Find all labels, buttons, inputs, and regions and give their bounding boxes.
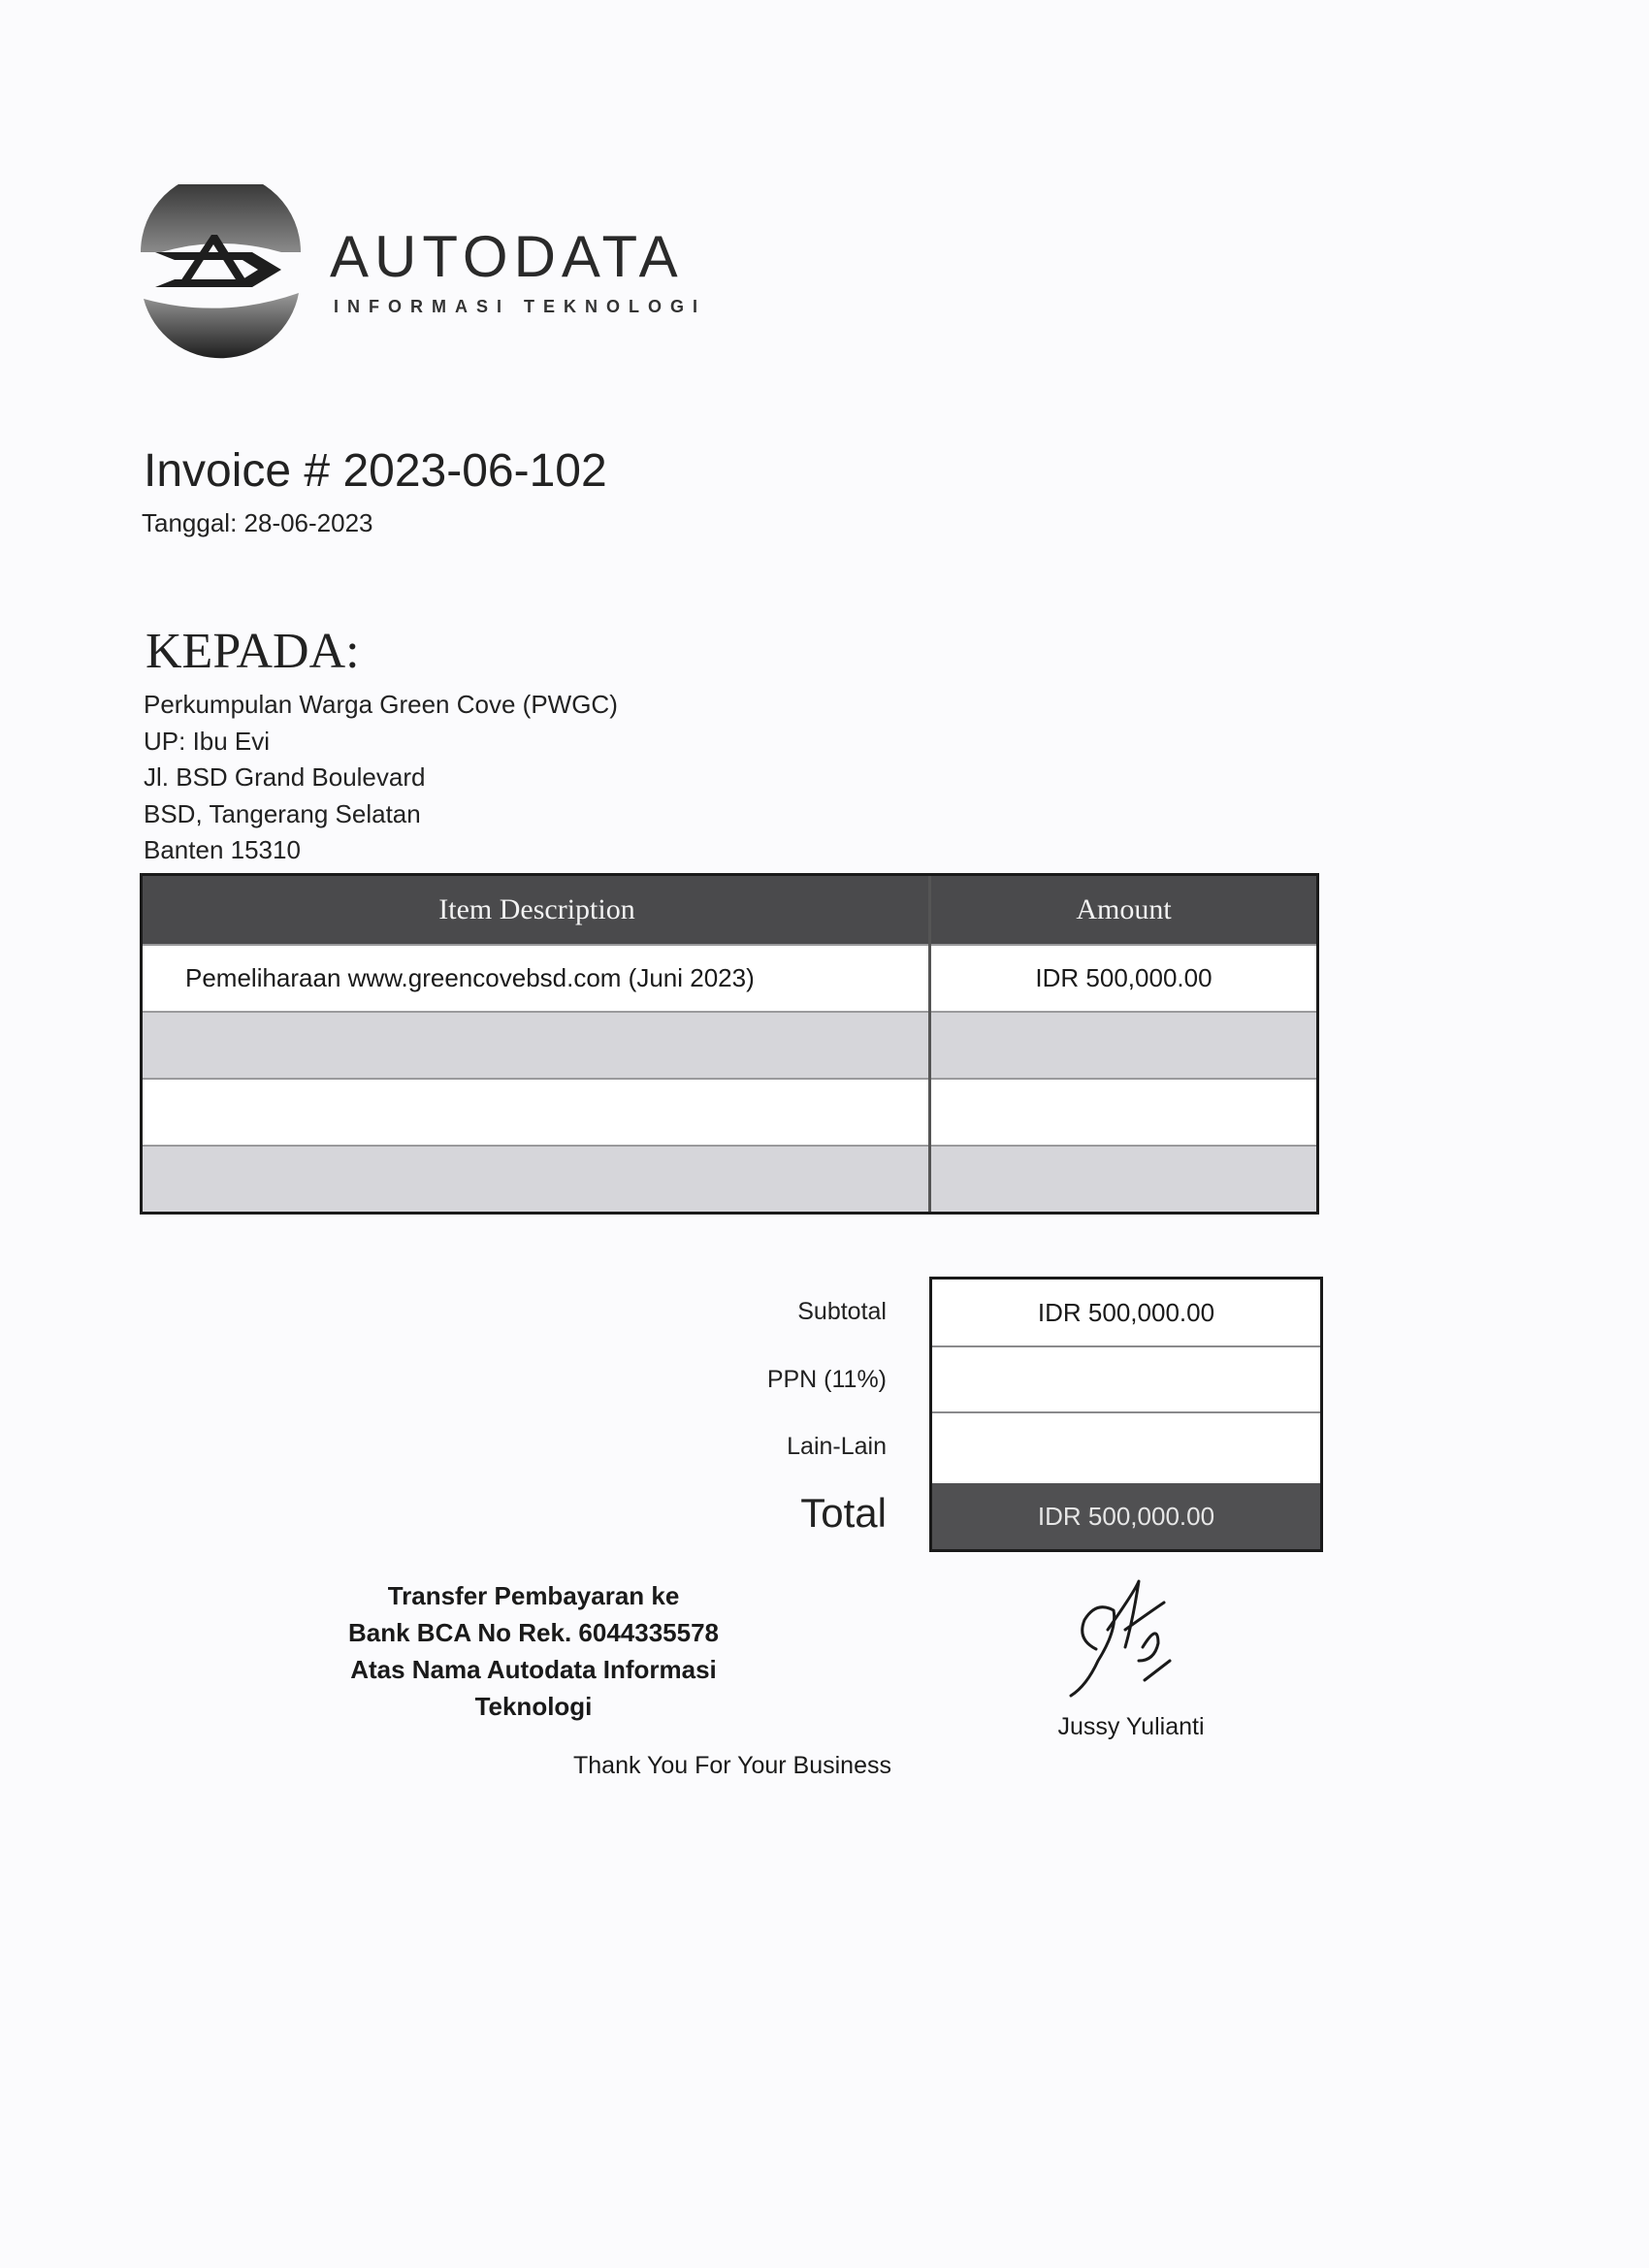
other-value	[932, 1411, 1320, 1477]
invoice-date: Tanggal: 28-06-2023	[142, 508, 373, 537]
table-row	[143, 944, 1316, 1011]
recipient-line: Jl. BSD Grand Boulevard	[144, 762, 426, 792]
totals-box	[929, 1277, 1323, 1552]
recipient-line: UP: Ibu Evi	[144, 726, 271, 756]
signature	[1057, 1571, 1203, 1707]
table-header	[143, 876, 1316, 944]
company-logo	[136, 184, 737, 369]
recipient-heading: KEPADA:	[146, 624, 360, 679]
ppn-label: PPN (11%)	[766, 1366, 887, 1393]
other-label: Lain-Lain	[787, 1433, 887, 1460]
invoice-title: Invoice # 2023-06-102	[144, 445, 607, 497]
recipient-line: Perkumpulan Warga Green Cove (PWGC)	[144, 690, 618, 719]
header-amount: Amount	[1076, 893, 1172, 925]
payment-line: Bank BCA No Rek. 6044335578	[347, 1618, 719, 1647]
recipient-line: BSD, Tangerang Selatan	[144, 798, 421, 828]
item-description: Pemeliharaan www.greencovebsd.com (Juni 2023)	[185, 963, 755, 992]
subtotal-value: IDR 500,000.00	[1037, 1298, 1215, 1327]
column-divider	[928, 876, 931, 1212]
item-amount	[931, 1147, 1316, 1212]
recipient-address	[144, 687, 618, 869]
total-label: Total	[800, 1490, 887, 1536]
signer-name: Jussy Yulianti	[1057, 1713, 1205, 1740]
company-name: AUTODATA	[330, 224, 684, 289]
item-amount	[931, 1013, 1316, 1078]
subtotal-label: Subtotal	[797, 1298, 887, 1325]
header-item-description: Item Description	[438, 893, 635, 925]
table-row	[143, 1078, 1316, 1145]
payment-line: Transfer Pembayaran ke	[387, 1581, 680, 1610]
total-value: IDR 500,000.00	[932, 1483, 1320, 1549]
recipient-line: Banten 15310	[144, 835, 301, 864]
ppn-value	[932, 1345, 1320, 1411]
item-amount: IDR 500,000.00	[1035, 963, 1212, 992]
item-amount	[931, 1080, 1316, 1145]
autodata-logo-mark	[136, 184, 306, 364]
company-tagline: INFORMASI TEKNOLOGI	[334, 297, 706, 316]
items-table	[140, 873, 1319, 1215]
table-row	[143, 1011, 1316, 1078]
thank-you-note: Thank You For Your Business	[572, 1752, 891, 1779]
payment-instructions	[291, 1577, 776, 1725]
table-row	[143, 1145, 1316, 1212]
payment-line: Atas Nama Autodata Informasi Teknologi	[350, 1655, 717, 1721]
